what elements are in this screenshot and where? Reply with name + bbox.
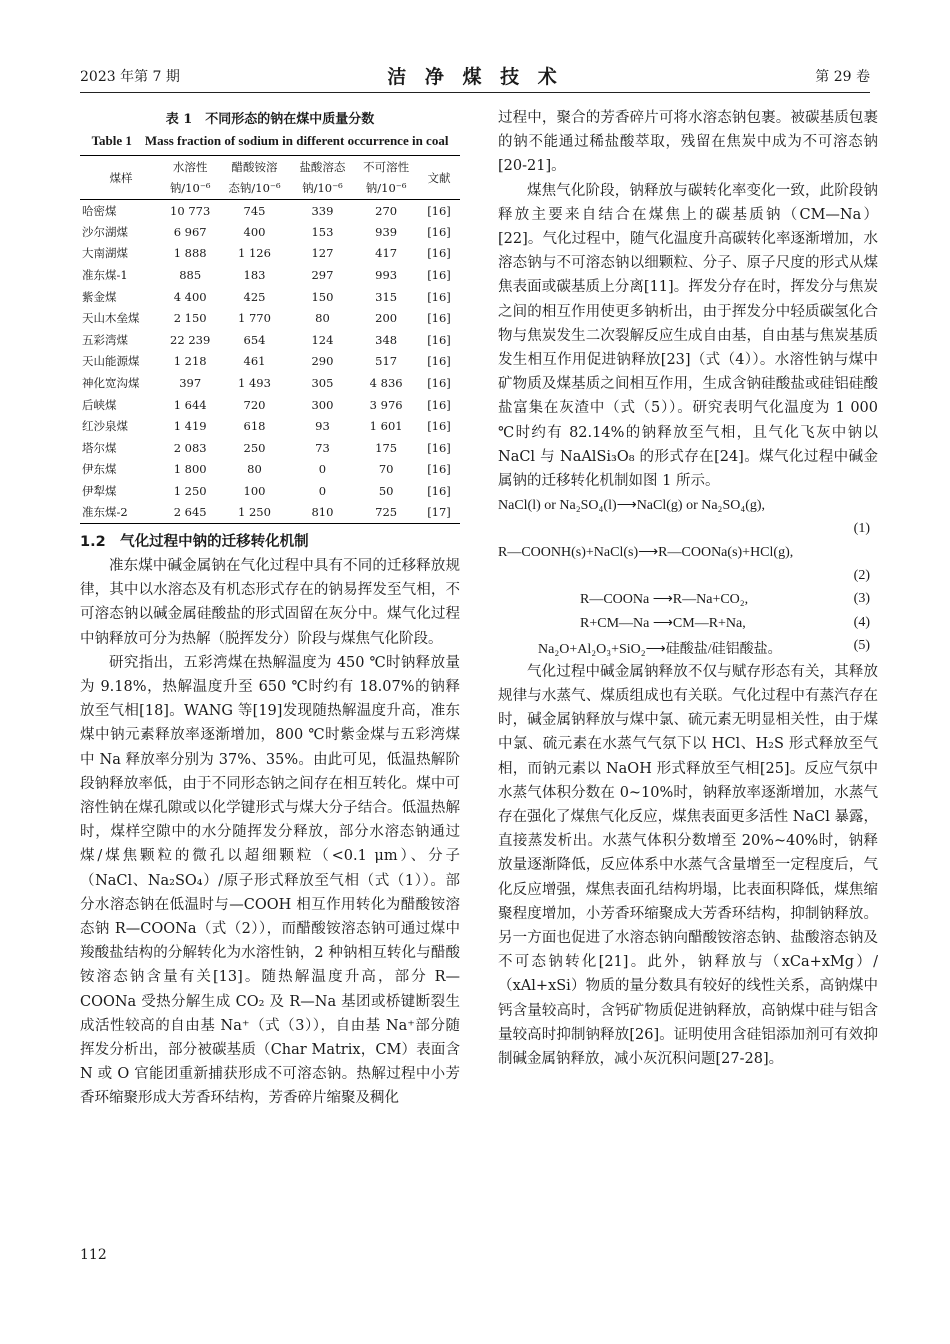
table-cell-hcl: 150 bbox=[311, 289, 334, 304]
table-row bbox=[80, 415, 460, 437]
table-cell-water: 1 250 bbox=[173, 484, 207, 499]
table-cell-acetate: 1 126 bbox=[238, 246, 271, 261]
table-cell-water: 397 bbox=[179, 376, 202, 391]
equation-4 bbox=[498, 613, 878, 637]
table-cell-hcl: 810 bbox=[291, 502, 355, 524]
col-header-acetate: 醋酸铵溶 bbox=[218, 156, 290, 178]
table-cell-insol: 70 bbox=[378, 462, 394, 477]
table-cell-water: 1 218 bbox=[173, 354, 207, 369]
table-cell-insol: 315 bbox=[375, 289, 398, 304]
table-cell-insol: 270 bbox=[375, 203, 398, 218]
table-cell-acetate: 1 770 bbox=[238, 311, 271, 326]
table-cell-hcl: 73 bbox=[315, 440, 330, 455]
table-cell-ref: [16] bbox=[427, 419, 451, 434]
table-cell-water: 1 888 bbox=[173, 246, 207, 261]
table-cell-water: 2 083 bbox=[173, 440, 207, 455]
journal-title: 洁 净 煤 技 术 bbox=[387, 66, 563, 88]
table-row bbox=[80, 286, 460, 308]
table-cell-acetate: 100 bbox=[243, 484, 266, 499]
table-cell-name: 塔尔煤 bbox=[82, 440, 117, 455]
equation-2 bbox=[498, 542, 878, 566]
table-row bbox=[80, 480, 460, 502]
table-cell-insol: 1 601 bbox=[369, 419, 403, 434]
table-cell-insol: 725 bbox=[354, 502, 418, 524]
running-header bbox=[80, 60, 870, 90]
col-header-sample: 煤样 bbox=[80, 156, 162, 200]
table-cell-name: 天山能源煤 bbox=[82, 354, 140, 369]
table-row bbox=[80, 351, 460, 373]
table-cell-name: 红沙泉煤 bbox=[82, 419, 128, 434]
equation-1-number-line bbox=[498, 519, 878, 543]
col-header-water-unit: 钠/10⁻⁶ bbox=[162, 178, 218, 200]
equation-5-number: (5) bbox=[853, 638, 870, 654]
equation-2-number: (2) bbox=[853, 567, 870, 583]
table-cell-water: 6 967 bbox=[173, 224, 207, 239]
table-cell-hcl: 305 bbox=[311, 376, 334, 391]
table-caption-cn: 表 1 不同形态的钠在煤中质量分数 bbox=[165, 112, 375, 127]
table-cell-hcl: 339 bbox=[311, 203, 334, 218]
equation-2-expr: R—COONH(s)+NaCl(s)⟶R—COONa(s)+HCl(g), bbox=[498, 545, 794, 561]
table-cell-ref: [16] bbox=[427, 268, 451, 283]
table-cell-water: 22 239 bbox=[170, 332, 211, 347]
table-cell-insol: 175 bbox=[375, 440, 398, 455]
section-heading: 1.2 气化过程中钠的迁移转化机制 bbox=[80, 533, 309, 550]
equation-3-number: (3) bbox=[853, 591, 870, 607]
paragraph: 准东煤中碱金属钠在气化过程中具有不同的迁移释放规律，其中以水溶态及有机态形式存在的钠易挥发至气相，不可溶态钠以碱金属硅酸盐的形式固留在灰分中。煤气化过程中钠释放可分为热解（脱挥发分）阶段与煤焦气化阶段。 bbox=[80, 557, 460, 647]
header-rule bbox=[80, 92, 870, 93]
table-cell-insol: 4 836 bbox=[369, 376, 403, 391]
table-cell-name: 沙尔湖煤 bbox=[82, 224, 128, 239]
equation-5-expr: Na₂O+Al₂O₃+SiO₂⟶硅酸盐/硅铝酸盐。 bbox=[538, 642, 782, 658]
table-cell-name: 哈密煤 bbox=[82, 203, 117, 218]
table-cell-water: 1 419 bbox=[173, 419, 207, 434]
table-cell-acetate: 1 250 bbox=[218, 502, 290, 524]
table-cell-ref: [16] bbox=[427, 246, 451, 261]
col-header-ref: 文献 bbox=[418, 156, 460, 200]
issue-label: 2023 年第 7 期 bbox=[80, 69, 180, 85]
table-cell-water: 2 645 bbox=[162, 502, 218, 524]
col-header-insoluble-unit: 钠/10⁻⁶ bbox=[354, 178, 418, 200]
table-row bbox=[80, 502, 460, 524]
table-cell-hcl: 290 bbox=[311, 354, 334, 369]
table-cell-name: 紫金煤 bbox=[82, 289, 117, 304]
table-cell-name: 五彩湾煤 bbox=[82, 332, 128, 347]
paragraph: 气化过程中碱金属钠释放不仅与赋存形态有关，其释放规律与水蒸气、煤质组成也有关联。气化过程中有蒸汽存在时，碱金属钠释放与煤中氯、硫元素无明显相关性，由于煤中氯、硫元素在水蒸气气氛下以 HCl、H₂S 形式释放至气相，而钠元素以 NaOH 形式释放至气相[25]。反应气氛中水蒸气体积分数在 0~10%时，钠释放率逐渐增加，水蒸气存在强化了煤焦气化反应，煤焦表面更多活性 NaCl 暴露，直接蒸发析出。水蒸气体积分数增至 20%~40%时，钠释放量逐渐降低，反应体系中水蒸气含量增至一定程度后，气化反应增强，煤焦表面孔结构坍塌，比表面积降低，煤焦缩聚程度增加，小芳香环缩聚成大芳香环结构，抑制钠释放。另一方面也促进了水溶态钠向醋酸铵溶态钠、盐酸溶态钠及不可态钠转化[21]。此外，钠释放与（xCa+xMg）/（xAl+xSi）物质的量分数具有较好的线性关系，高钠煤中钙含量较高时，含钙矿物质促进钠释放，高钠煤中硅与铝含量较高时抑制钠释放[26]。证明使用含硅铝添加剂可有效抑制碱金属钠释放，减小灰沉积问题[27-28]。 bbox=[498, 663, 878, 1067]
table-cell-hcl: 0 bbox=[318, 484, 327, 499]
page-number: 112 bbox=[80, 1247, 107, 1263]
table-row bbox=[80, 372, 460, 394]
table-cell-hcl: 297 bbox=[311, 268, 334, 283]
table-cell-acetate: 720 bbox=[243, 397, 266, 412]
table-cell-name: 伊东煤 bbox=[82, 462, 117, 477]
table-cell-hcl: 93 bbox=[315, 419, 330, 434]
right-column bbox=[498, 106, 878, 1071]
table-cell-acetate: 425 bbox=[243, 289, 266, 304]
table-cell-ref: [16] bbox=[427, 203, 451, 218]
table-cell-name: 大南湖煤 bbox=[82, 246, 128, 261]
table-cell-acetate: 400 bbox=[243, 224, 266, 239]
table-cell-acetate: 250 bbox=[243, 440, 266, 455]
table-cell-acetate: 618 bbox=[243, 419, 266, 434]
table-cell-insol: 348 bbox=[375, 332, 398, 347]
table-caption-en: Table 1 Mass fraction of sodium in different occurrence in coal bbox=[91, 133, 449, 148]
table-cell-name: 准东煤-1 bbox=[82, 268, 128, 283]
table-cell-water: 1 800 bbox=[173, 462, 207, 477]
table-row bbox=[80, 200, 460, 222]
equation-4-expr: R+CM—Na ⟶CM—R+Na, bbox=[580, 615, 746, 631]
table-row bbox=[80, 307, 460, 329]
table-cell-insol: 993 bbox=[375, 268, 398, 283]
table-cell-ref: [16] bbox=[427, 311, 451, 326]
table-cell-ref: [16] bbox=[427, 440, 451, 455]
equation-5 bbox=[498, 636, 878, 660]
table-cell-ref: [16] bbox=[427, 397, 451, 412]
table-cell-insol: 3 976 bbox=[369, 397, 403, 412]
paragraph: 过程中，聚合的芳香碎片可将水溶态钠包裹。被碳基质包裹的钠不能通过稀盐酸萃取，残留在焦炭中成为不可溶态钠[20-21]。 bbox=[498, 110, 878, 175]
table-row bbox=[80, 264, 460, 286]
table-cell-hcl: 124 bbox=[311, 332, 334, 347]
table-cell-ref: [16] bbox=[427, 224, 451, 239]
sodium-table bbox=[80, 155, 460, 524]
equation-2-number-line bbox=[498, 566, 878, 590]
table-cell-insol: 517 bbox=[375, 354, 398, 369]
table-cell-name: 神化宽沟煤 bbox=[82, 376, 140, 391]
equation-1-number: (1) bbox=[853, 520, 870, 536]
equation-3 bbox=[498, 589, 878, 613]
col-header-hcl-unit: 钠/10⁻⁶ bbox=[291, 178, 355, 200]
table-cell-ref: [16] bbox=[427, 484, 451, 499]
table-cell-acetate: 1 493 bbox=[238, 376, 271, 391]
table-cell-acetate: 183 bbox=[243, 268, 266, 283]
table-cell-hcl: 80 bbox=[315, 311, 330, 326]
volume-label: 第 29 卷 bbox=[815, 69, 870, 85]
equation-1-expr: NaCl(l) or Na₂SO₄(l)⟶NaCl(g) or Na₂SO₄(g), bbox=[498, 498, 766, 514]
equation-3-expr: R—COONa ⟶R—Na+CO₂, bbox=[580, 592, 749, 608]
table-cell-ref: [17] bbox=[418, 502, 460, 524]
table-cell-insol: 939 bbox=[375, 224, 398, 239]
table-row bbox=[80, 243, 460, 265]
col-header-acetate-unit: 态钠/10⁻⁶ bbox=[218, 178, 290, 200]
table-cell-ref: [16] bbox=[427, 462, 451, 477]
table-cell-insol: 50 bbox=[378, 484, 394, 499]
table-cell-water: 2 150 bbox=[173, 311, 207, 326]
equation-block bbox=[498, 495, 878, 660]
col-header-insoluble: 不可溶性 bbox=[354, 156, 418, 178]
table-cell-acetate: 80 bbox=[247, 462, 262, 477]
table-cell-water: 10 773 bbox=[170, 203, 211, 218]
table-cell-name: 天山木垒煤 bbox=[82, 311, 140, 326]
table-row bbox=[80, 437, 460, 459]
table-cell-acetate: 654 bbox=[243, 332, 266, 347]
table-cell-insol: 200 bbox=[375, 311, 398, 326]
table-row bbox=[80, 394, 460, 416]
paragraph: 研究指出，五彩湾煤在热解温度为 450 ℃时钠释放量为 9.18%，热解温度升至 650 ℃时约有 18.07%的钠释放至气相[18]。WANG 等[19]发现随热解温度升高，准东煤中钠元素释放率逐渐增加，800 ℃时紫金煤与五彩湾煤中 Na 释放率分别为 37%、35%。由此可见，低温热解阶段钠释放率低，由于不同形态钠之间存在相互转化。煤中可溶性钠在煤孔隙或以化学键形式与煤大分子结合。低温热解时，煤样空隙中的水分随挥发分释放，部分水溶态钠通过煤/煤焦颗粒的微孔以超细颗粒（<0.1 μm）、分子（NaCl、Na₂SO₄）/原子形式释放至气相（式（1））。部分水溶态钠在低温时与—COOH 相互作用转化为醋酸铵溶态钠 R—COONa（式（2）），而醋酸铵溶态钠可通过煤中羧酸盐结构的分解转化为水溶性钠，2 种钠相互转化与醋酸铵溶态钠含量有关[13]。随热解温度升高，部分 R—COONa 受热分解生成 CO₂ 及 R—Na 基团或桥键断裂生成活性较高的自由基 Na⁺（式（3）），自由基 Na⁺部分随挥发分析出，部分被碳基质（Char Matrix，CM）表面含 N 或 O 官能团重新捕获形成不可溶态钠。热解过程中小芳香环缩聚形成大芳香环结构，芳香碎片缩聚及稠化 bbox=[80, 654, 460, 1107]
equation-4-number: (4) bbox=[853, 614, 870, 630]
paragraph: 煤焦气化阶段，钠释放与碳转化率变化一致，此阶段钠释放主要来自结合在煤焦上的碳基质钠（CM—Na）[22]。气化过程中，随气化温度升高碳转化率逐渐增加，水溶态钠与不可溶态钠以细颗粒、分子、原子尺度的形式从煤焦表面或碳基质上分离[11]。挥发分存在时，挥发分与焦炭之间的相互作用使更多钠析出，由于挥发分中轻质碳氢化合物与焦炭发生二次裂解反应生成自由基，自由基与焦炭基质发生相互作用促进钠释放[23]（式（4））。水溶性钠与煤中矿物质及煤基质之间相互作用，生成含钠硅酸盐或硅铝硅酸盐富集在灰渣中（式（5））。研究表明气化温度为 1 000 ℃时约有 82.14%的钠释放至气相，且气化飞灰中钠以 NaCl 与 NaAlSi₃O₈ 的形式存在[24]。煤气化过程中碱金属钠的迁移转化机制如图 1 所示。 bbox=[498, 182, 878, 490]
table-cell-hcl: 300 bbox=[311, 397, 334, 412]
left-column bbox=[80, 106, 460, 1111]
table-cell-water: 1 644 bbox=[173, 397, 207, 412]
table-cell-ref: [16] bbox=[427, 354, 451, 369]
table-cell-insol: 417 bbox=[375, 246, 398, 261]
table-row bbox=[80, 459, 460, 481]
table-cell-ref: [16] bbox=[427, 376, 451, 391]
col-header-hcl: 盐酸溶态 bbox=[291, 156, 355, 178]
equation-1 bbox=[498, 495, 878, 519]
table-cell-acetate: 745 bbox=[243, 203, 266, 218]
table-cell-name: 准东煤-2 bbox=[80, 502, 162, 524]
table-cell-hcl: 0 bbox=[318, 462, 327, 477]
table-cell-name: 后峡煤 bbox=[82, 397, 117, 412]
table-cell-acetate: 461 bbox=[243, 354, 266, 369]
table-cell-water: 4 400 bbox=[173, 289, 207, 304]
table-cell-hcl: 153 bbox=[311, 224, 334, 239]
table-cell-hcl: 127 bbox=[311, 246, 334, 261]
table-cell-name: 伊犁煤 bbox=[82, 484, 117, 499]
col-header-water: 水溶性 bbox=[162, 156, 218, 178]
table-cell-ref: [16] bbox=[427, 332, 451, 347]
table-row bbox=[80, 329, 460, 351]
table-cell-water: 885 bbox=[179, 268, 202, 283]
table-cell-ref: [16] bbox=[427, 289, 451, 304]
table-row bbox=[80, 221, 460, 243]
